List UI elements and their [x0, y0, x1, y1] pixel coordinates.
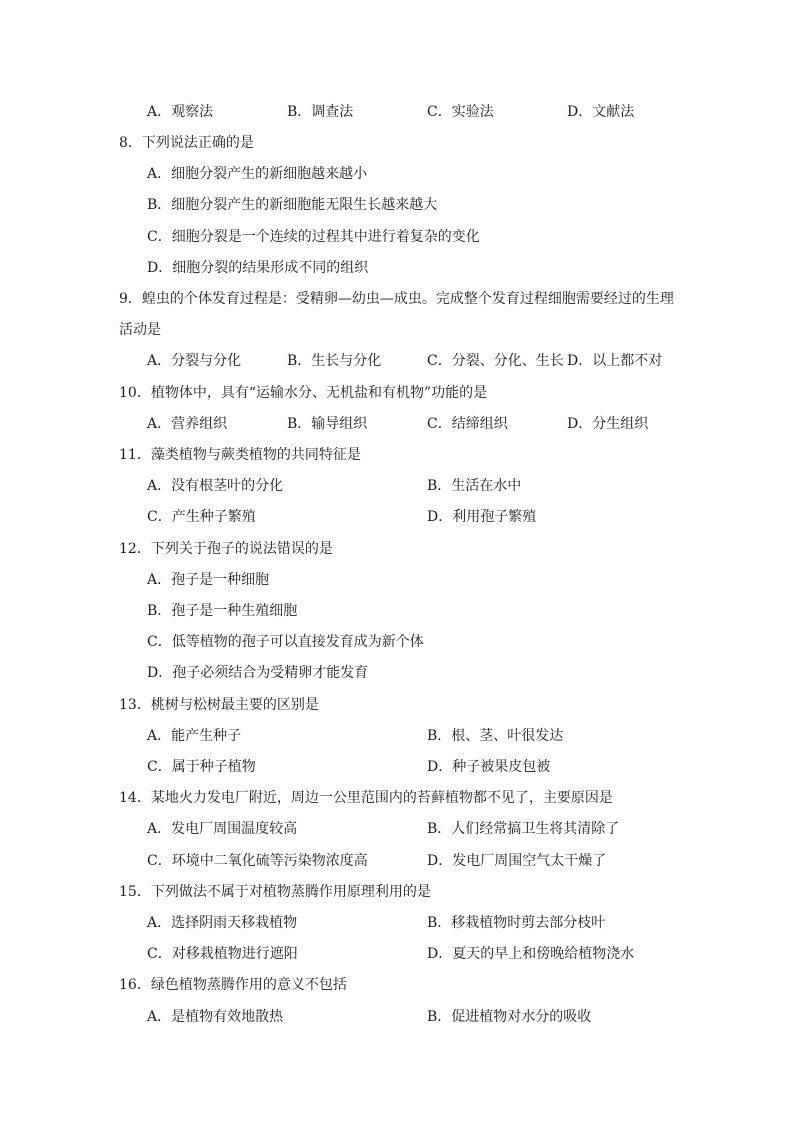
q14-stem: 14．某地火力发电厂附近，周边一公里范围内的苔藓植物都不见了，主要原因是 — [119, 790, 613, 806]
q12-stem: 12．下列关于孢子的说法错误的是 — [119, 541, 333, 557]
q7-option-c: C．实验法 — [427, 104, 494, 120]
q11-option-d: D．利用孢子繁殖 — [427, 509, 537, 525]
q15-option-a: A．选择阴雨天移栽植物 — [147, 915, 298, 931]
q9-option-d: D．以上都不对 — [567, 353, 663, 369]
q15-stem: 15．下列做法不属于对植物蒸腾作用原理利用的是 — [119, 884, 431, 900]
q11-option-a: A．没有根茎叶的分化 — [147, 478, 284, 494]
q13-stem: 13．桃树与松树最主要的区别是 — [119, 697, 319, 713]
q8-option-d: D．细胞分裂的结果形成不同的组织 — [147, 260, 369, 276]
q14-option-a: A．发电厂周围温度较高 — [147, 821, 298, 837]
q13-option-c: C．属于种子植物 — [147, 759, 256, 775]
q14-option-d: D．发电厂周围空气太干燥了 — [427, 853, 607, 869]
q8-option-b: B．细胞分裂产生的新细胞能无限生长越来越大 — [147, 197, 438, 213]
q13-option-d: D．种子被果皮包被 — [427, 759, 551, 775]
q13-option-a: A．能产生种子 — [147, 728, 242, 744]
q10-stem: 10．植物体中，具有“运输水分、无机盐和有机物”功能的是 — [119, 385, 488, 401]
q12-option-b: B．孢子是一种生殖细胞 — [147, 603, 298, 619]
q12-option-d: D．孢子必须结合为受精卵才能发育 — [147, 665, 369, 681]
q8-option-a: A．细胞分裂产生的新细胞越来越小 — [147, 166, 368, 182]
q8-option-c: C．细胞分裂是一个连续的过程其中进行着复杂的变化 — [147, 229, 480, 245]
q14-option-c: C．环境中二氧化硫等污染物浓度高 — [147, 853, 368, 869]
q7-option-a: A．观察法 — [147, 104, 214, 120]
q7-option-d: D．文献法 — [567, 104, 635, 120]
q11-option-b: B．生活在水中 — [427, 478, 522, 494]
q9-option-b: B．生长与分化 — [287, 353, 382, 369]
q9-option-a: A．分裂与分化 — [147, 353, 242, 369]
q12-option-c: C．低等植物的孢子可以直接发育成为新个体 — [147, 634, 424, 650]
q9-stem-line1: 9．蝗虫的个体发育过程是：受精卵—幼虫—成虫。完成整个发育过程细胞需要经过的生理 — [119, 291, 674, 307]
q15-option-d: D．夏天的早上和傍晚给植物浇水 — [427, 946, 635, 962]
q16-stem: 16．绿色植物蒸腾作用的意义不包括 — [119, 977, 347, 993]
q15-option-c: C．对移栽植物进行遮阳 — [147, 946, 298, 962]
q15-option-b: B．移栽植物时剪去部分枝叶 — [427, 915, 606, 931]
q8-stem: 8．下列说法正确的是 — [119, 135, 254, 151]
q9-option-c: C．分裂、分化、生长 — [427, 353, 564, 369]
q16-option-b: B．促进植物对水分的吸收 — [427, 1009, 592, 1025]
q10-option-a: A．营养组织 — [147, 416, 228, 432]
q10-option-d: D．分生组织 — [567, 416, 649, 432]
q9-stem-line2: 活动是 — [119, 322, 161, 338]
q10-option-c: C．结缔组织 — [427, 416, 508, 432]
q10-option-b: B．输导组织 — [287, 416, 368, 432]
q16-option-a: A．是植物有效地散热 — [147, 1009, 284, 1025]
q12-option-a: A．孢子是一种细胞 — [147, 572, 270, 588]
q11-stem: 11．藻类植物与蕨类植物的共同特征是 — [119, 447, 361, 463]
q13-option-b: B．根、茎、叶很发达 — [427, 728, 564, 744]
q11-option-c: C．产生种子繁殖 — [147, 509, 256, 525]
q7-option-b: B．调查法 — [287, 104, 354, 120]
q14-option-b: B．人们经常搞卫生将其清除了 — [427, 821, 620, 837]
